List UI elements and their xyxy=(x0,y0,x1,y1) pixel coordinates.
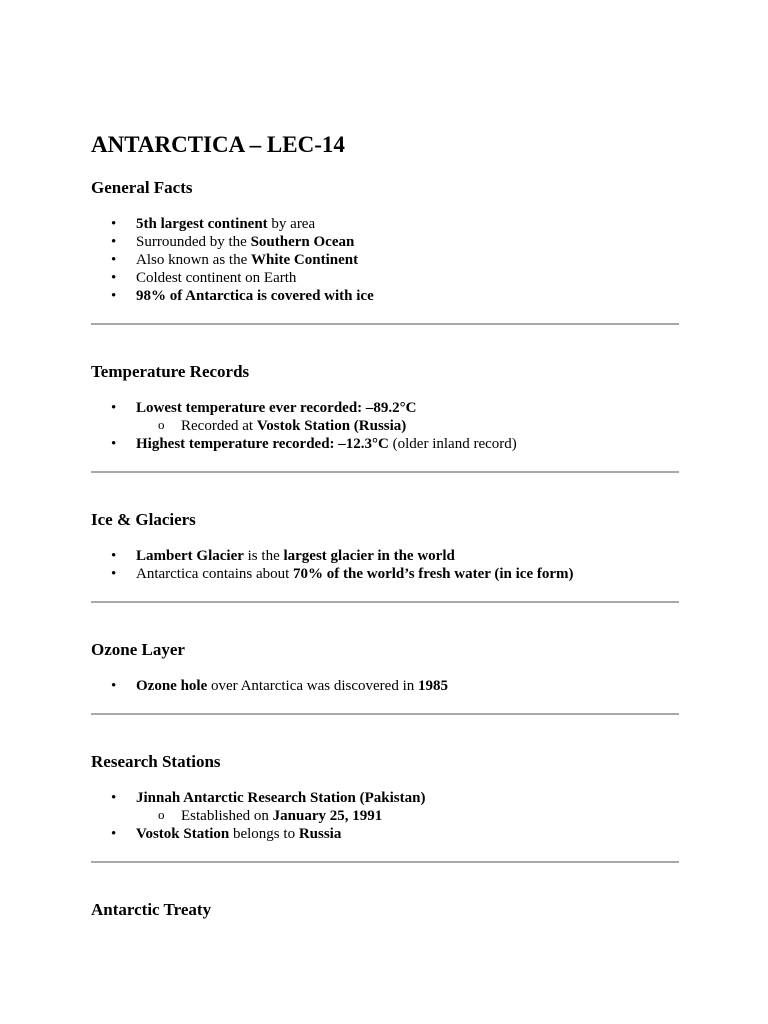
section-heading: Ozone Layer xyxy=(91,640,185,659)
text: by area xyxy=(267,216,316,232)
bold-text: Vostok Station (Russia) xyxy=(256,418,407,434)
page-title: ANTARCTICA – LEC-14 xyxy=(91,132,345,157)
bullet-list xyxy=(91,789,679,843)
horizontal-divider xyxy=(91,471,679,473)
bold-text: White Continent xyxy=(251,252,359,268)
list-item xyxy=(91,251,679,269)
bold-text: 98% of Antarctica is covered with ice xyxy=(136,288,374,304)
bullet-list xyxy=(91,547,679,583)
bold-text: Jinnah Antarctic Research Station (Pakistan) xyxy=(136,790,426,806)
bold-text: Highest temperature recorded: –12.3°C xyxy=(136,436,389,452)
horizontal-divider xyxy=(91,323,679,325)
horizontal-divider xyxy=(91,861,679,863)
section-general-facts xyxy=(91,177,679,325)
list-item xyxy=(91,233,679,251)
text: Recorded at xyxy=(181,418,257,434)
horizontal-divider xyxy=(91,713,679,715)
section-heading: Temperature Records xyxy=(91,362,250,381)
bold-text: Lowest temperature ever recorded: –89.2°C xyxy=(136,400,417,416)
list-item xyxy=(91,565,679,583)
list-item xyxy=(91,789,679,807)
horizontal-divider xyxy=(91,601,679,603)
section-heading: Research Stations xyxy=(91,752,221,771)
bold-text: 1985 xyxy=(418,678,449,694)
bold-text: largest glacier in the world xyxy=(283,548,455,564)
text: Also known as the xyxy=(136,252,251,268)
list-item xyxy=(91,215,679,233)
text: is the xyxy=(243,548,284,564)
text: (older inland record) xyxy=(388,436,517,452)
text: over Antarctica was discovered in xyxy=(207,678,419,694)
text: Surrounded by the xyxy=(136,234,251,250)
text: belongs to xyxy=(229,826,299,842)
text: Coldest continent on Earth xyxy=(136,270,297,286)
section-temperature-records xyxy=(91,361,679,473)
text: Antarctica contains about xyxy=(136,566,294,582)
section-antarctic-treaty xyxy=(91,899,679,921)
bullet-list xyxy=(91,677,679,695)
bold-text: Southern Ocean xyxy=(250,234,355,250)
text: Established on xyxy=(181,808,273,824)
bullet-list xyxy=(91,399,679,453)
document-content xyxy=(91,131,679,921)
list-item xyxy=(91,547,679,565)
list-item xyxy=(91,287,679,305)
list-item xyxy=(91,399,679,417)
section-research-stations xyxy=(91,751,679,863)
bold-text: 70% of the world’s fresh water (in ice form) xyxy=(293,566,574,582)
bold-text: Russia xyxy=(298,826,342,842)
list-item xyxy=(91,269,679,287)
bold-text: Lambert Glacier xyxy=(136,548,244,564)
bullet-list xyxy=(91,215,679,305)
bold-text: January 25, 1991 xyxy=(272,808,383,824)
section-ice-glaciers xyxy=(91,509,679,603)
section-heading: Ice & Glaciers xyxy=(91,510,196,529)
list-item xyxy=(91,435,679,453)
section-heading: General Facts xyxy=(91,178,193,197)
bold-text: 5th largest continent xyxy=(136,216,268,232)
section-ozone-layer xyxy=(91,639,679,715)
list-item xyxy=(91,677,679,695)
bold-text: Vostok Station xyxy=(136,826,230,842)
section-heading: Antarctic Treaty xyxy=(91,900,212,919)
list-item xyxy=(91,825,679,843)
sub-list-item xyxy=(91,807,679,825)
sub-list-item xyxy=(91,417,679,435)
bold-text: Ozone hole xyxy=(136,678,208,694)
